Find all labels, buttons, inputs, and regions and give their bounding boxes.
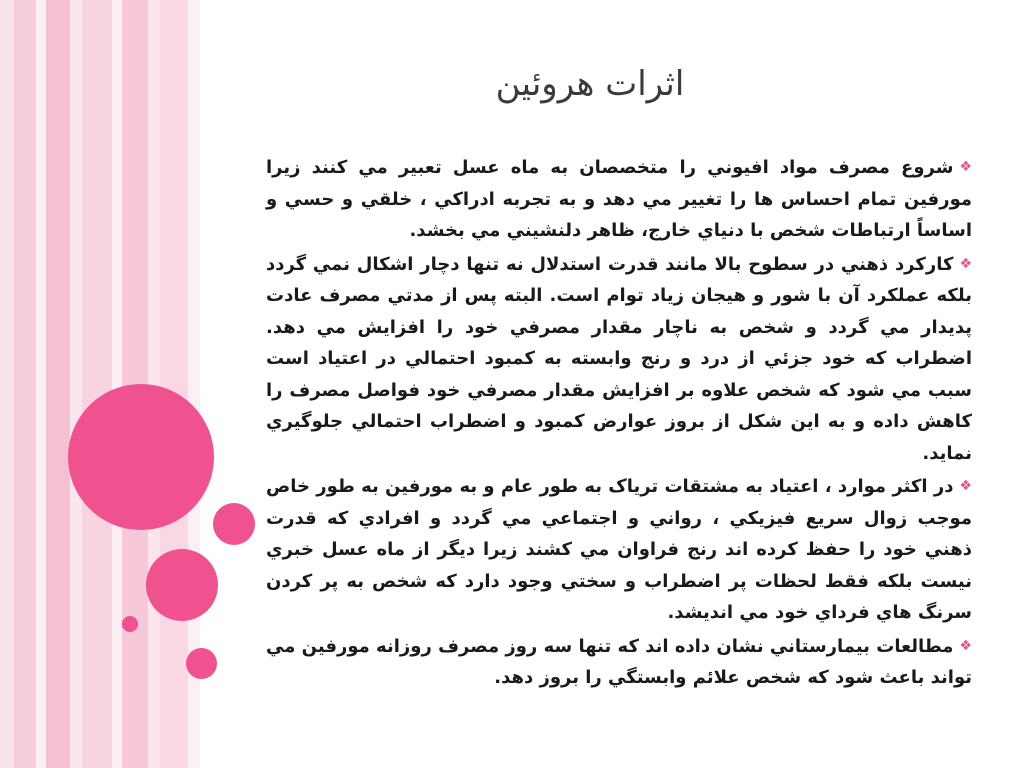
stripe <box>36 0 46 768</box>
bullet-item <box>266 631 972 694</box>
bullet-item <box>266 249 972 470</box>
stripe <box>112 0 122 768</box>
stripe <box>14 0 36 768</box>
stripe <box>82 0 112 768</box>
slide-body <box>266 152 972 696</box>
bullet-item <box>266 471 972 629</box>
decorative-stripes <box>0 0 200 768</box>
bullet-item <box>266 152 972 247</box>
stripe <box>160 0 188 768</box>
bullet-text: شروع مصرف مواد افيوني را متخصصان به ماه عسل تعبير مي کنند زيرا مورفين تمام احساس ها را تغيير مي دهد و به تجربه ادراکي ، خلقي و حسي و اساساً ارتباطات شخص با دنياي خارج، ظاهر دلنشيني مي بخشد. <box>266 157 972 241</box>
diamond-cluster-icon: ❖ <box>959 159 972 175</box>
bullet-text: مطالعات بيمارستاني نشان داده اند که تنها سه روز مصرف روزانه مورفين مي تواند باعث شود که شخص علائم وابستگي را بروز دهد. <box>266 635 972 688</box>
diamond-cluster-icon: ❖ <box>959 637 972 654</box>
decorative-circle-large <box>68 384 214 530</box>
bullet-text: در اکثر موارد ، اعتياد به مشتقات ترياک به طور عام و به مورفين به طور خاص موجب زوال سريع فيزيکي ، رواني و اجتماعي مي گردد و افرادي که قدرت ذهني خود را حفظ کرده اند رنج فراوان مي کشند زيرا ديگر از ماه عسل خبري نيست بلکه فقط لحظات پر اضطراب و سختي وجود دارد که شخص به پر کردن سرنگ هاي فرداي خود مي انديشد. <box>266 476 972 623</box>
stripe <box>70 0 82 768</box>
stripe <box>46 0 70 768</box>
diamond-cluster-icon: ❖ <box>959 255 972 272</box>
decorative-circle <box>213 503 255 545</box>
decorative-circle <box>146 549 218 621</box>
diamond-cluster-icon: ❖ <box>959 478 972 494</box>
stripe <box>0 0 14 768</box>
bullet-text: کارکرد ذهني در سطوح بالا مانند قدرت استدلال نه تنها دچار اشکال نمي گردد بلکه عملکرد آن با شور و هيجان زياد توام است. البته پس از مدتي مصرف عادت پديدار مي گردد و شخص به ناچار مقدار مصرفي خود را افزايش مي دهد. اضطراب که خود جزئي از درد و رنج وابسته به کمبود احتمالي در اعتياد است سبب مي شود که شخص علاوه بر افزايش مقدار مصرفي خود فواصل مصرف را کاهش داده و به اين شکل از بروز عوارض کمبود و اضطراب احتمالي جلوگيري نمايد. <box>266 253 972 464</box>
decorative-circle-small <box>122 616 138 632</box>
decorative-circle <box>186 648 217 679</box>
slide-title: اثرات هروئين <box>495 64 685 104</box>
